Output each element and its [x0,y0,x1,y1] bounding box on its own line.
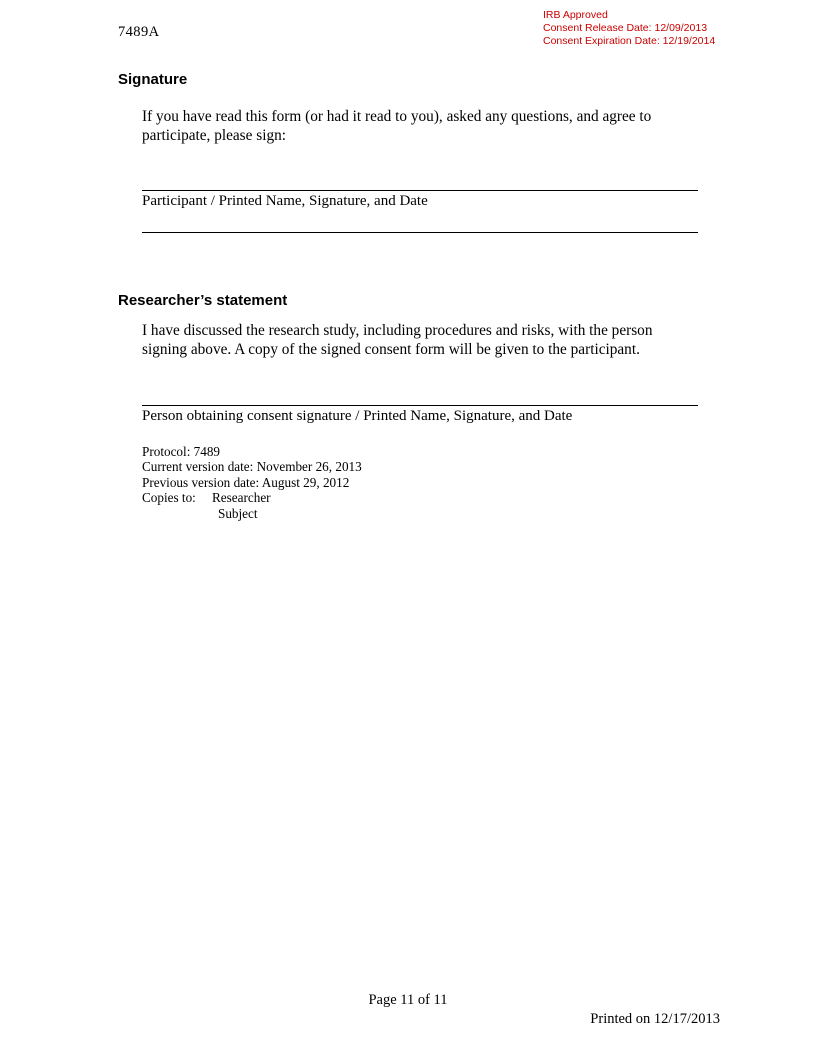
signature-section-paragraph: If you have read this form (or had it read to you), asked any questions, and agree to participate, please sign: [142,108,652,144]
copies-to-row [142,490,362,505]
consent-release-date: Consent Release Date: 12/09/2013 [543,22,708,35]
participant-signature-line [142,190,698,191]
irb-approval-stamp [543,9,715,49]
current-version-date: Current version date: November 26, 2013 [142,459,362,475]
consent-expiration-date: Consent Expiration Date: 12/19/2014 [543,35,716,48]
copies-to-label: Copies to: [142,490,196,506]
document-id: 7489A [118,24,160,40]
participant-signature-caption: Participant / Printed Name, Signature, and Date [142,193,428,209]
copies-to-subject: Subject [218,505,258,521]
researcher-signature-line [142,405,698,406]
signature-section-heading: Signature [118,71,188,88]
page-number: Page 11 of 11 [368,992,448,1008]
previous-version-date: Previous version date: August 29, 2012 [142,474,350,490]
protocol-number: Protocol: 7489 [142,444,221,459]
printed-on-date: Printed on 12/17/2013 [590,1011,720,1027]
researcher-section-paragraph: I have discussed the research study, including procedures and risks, with the person signing above. A copy of the signed consent form will be given to the participant. [142,322,653,358]
protocol-metadata-block [142,444,362,521]
irb-approved-label: IRB Approved [543,9,608,21]
participant-signature-line-second [142,232,698,233]
copies-to-researcher: Researcher [212,490,271,506]
researcher-section-heading: Researcher’s statement [118,292,288,309]
researcher-signature-caption: Person obtaining consent signature / Printed Name, Signature, and Date [142,408,573,424]
